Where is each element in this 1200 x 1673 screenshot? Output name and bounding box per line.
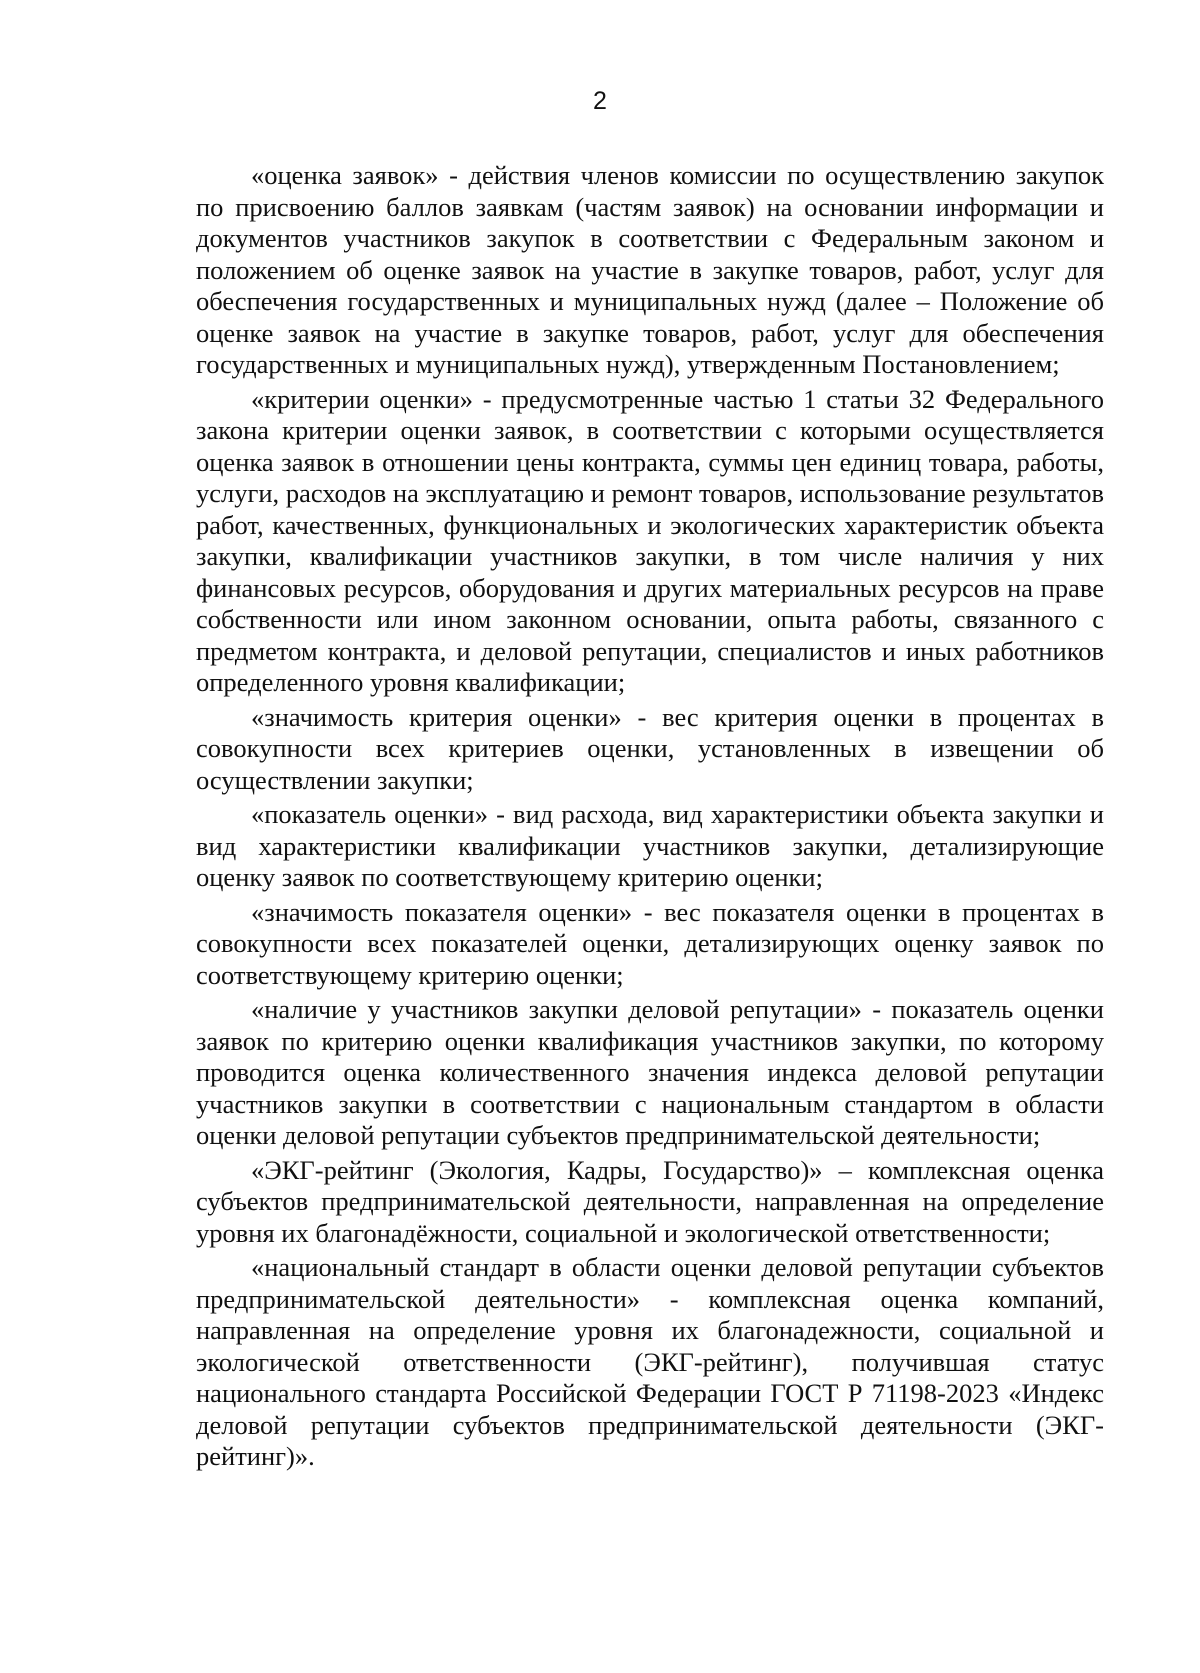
definition-paragraph-evaluation-criteria: «критерии оценки» - предусмотренные частью 1 статьи 32 Федерального закона критерии оценки заявок, в соответствии с которыми осуществляется оценка заявок в отношении цены контракта, суммы цен единиц товара, работы, услуги, расходов на эксплуатацию и ремонт товаров, использование результатов работ, качественных, функциональных и экологических характеристик объекта закупки, квалификации участников закупки, в том числе наличия у них финансовых ресурсов, оборудования и других материальных ресурсов на праве собственности или ином законном основании, опыта работы, связанного с предметом контракта, и деловой репутации, специалистов и иных работников определенного уровня квалификации;	[196, 383, 1104, 697]
definition-paragraph-ekg-rating: «ЭКГ-рейтинг (Экология, Кадры, Государство)» – комплексная оценка субъектов предпринимательской деятельности, направленная на определение уровня их благонадёжности, социальной и экологической ответственности;	[196, 1154, 1104, 1248]
definition-paragraph-evaluation-of-bids: «оценка заявок» - действия членов комиссии по осуществлению закупок по присвоению баллов заявкам (частям заявок) на основании информации и документов участников закупок в соответствии с Федеральным законом и положением об оценке заявок на участие в закупке товаров, работ, услуг для обеспечения государственных и муниципальных нужд (далее – Положение об оценке заявок на участие в закупке товаров, работ, услуг для обеспечения государственных и муниципальных нужд), утвержденным Постановлением;	[196, 160, 1104, 379]
definition-paragraph-criterion-significance: «значимость критерия оценки» - вес критерия оценки в процентах в совокупности всех критериев оценки, установленных в извещении об осуществлении закупки;	[196, 701, 1104, 795]
definition-paragraph-indicator-significance: «значимость показателя оценки» - вес показателя оценки в процентах в совокупности всех показателей оценки, детализирующих оценку заявок по соответствующему критерию оценки;	[196, 896, 1104, 990]
definition-paragraph-evaluation-indicator: «показатель оценки» - вид расхода, вид характеристики объекта закупки и вид характеристики квалификации участников закупки, детализирующие оценку заявок по соответствующему критерию оценки;	[196, 799, 1104, 892]
definition-paragraph-national-standard: «национальный стандарт в области оценки деловой репутации субъектов предпринимательской деятельности» - комплексная оценка компаний, направленная на определение уровня их благонадежности, социальной и экологической ответственности (ЭКГ-рейтинг), получившая статус национального стандарта Российской Федерации ГОСТ Р 71198-2023 «Индекс деловой репутации субъектов предпринимательской деятельности (ЭКГ-рейтинг)».	[196, 1252, 1104, 1471]
document-body	[196, 160, 1104, 1476]
definition-paragraph-business-reputation: «наличие у участников закупки деловой репутации» - показатель оценки заявок по критерию оценки квалификация участников закупки, по которому проводится оценка количественного значения индекса деловой репутации участников закупки в соответствии с национальным стандартом в области оценки деловой репутации субъектов предпринимательской деятельности;	[196, 994, 1104, 1150]
page-number: 2	[593, 87, 607, 115]
